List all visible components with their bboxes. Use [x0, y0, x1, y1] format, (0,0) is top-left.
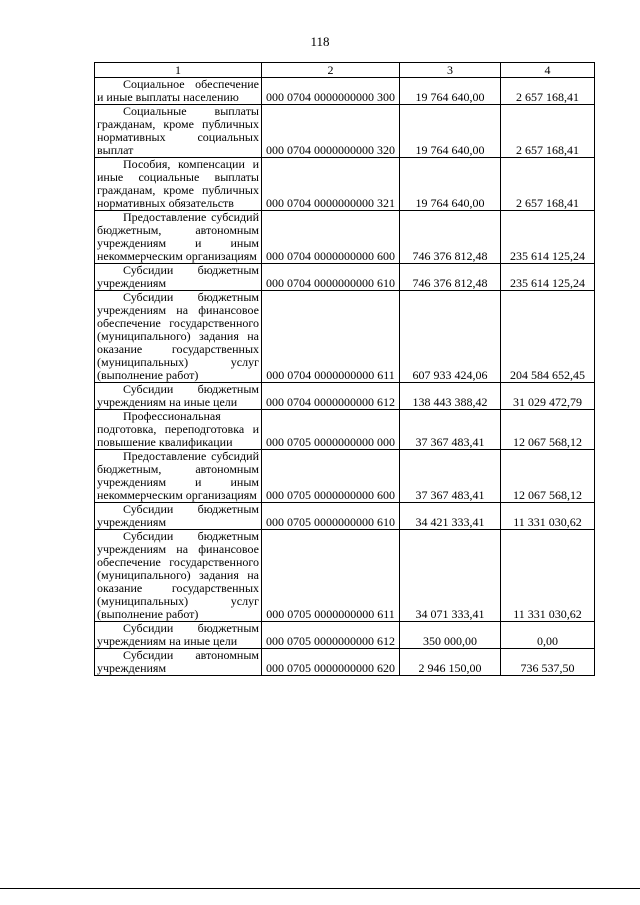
table-row [95, 78, 595, 105]
row-amount-col4: 31 029 472,79 [501, 383, 595, 410]
table-row [95, 264, 595, 291]
row-code-cell: 000 0704 0000000000 611 [262, 291, 400, 383]
row-code-cell: 000 0704 0000000000 300 [262, 78, 400, 105]
row-code-cell: 000 0705 0000000000 612 [262, 622, 400, 649]
row-code-cell: 000 0705 0000000000 000 [262, 410, 400, 450]
row-amount-col3: 746 376 812,48 [400, 211, 501, 264]
table-row [95, 158, 595, 211]
table-row [95, 503, 595, 530]
row-name-cell: Социальное обеспечение и иные выплаты населению [95, 78, 262, 105]
table-row [95, 410, 595, 450]
column-header-3: 3 [400, 63, 501, 78]
bottom-rule [0, 888, 640, 889]
row-code-cell: 000 0705 0000000000 620 [262, 649, 400, 676]
row-name-cell: Субсидии бюджетным учреждениям на иные цели [95, 383, 262, 410]
row-amount-col3: 19 764 640,00 [400, 78, 501, 105]
table-row [95, 649, 595, 676]
row-amount-col4: 235 614 125,24 [501, 264, 595, 291]
page-number: 118 [310, 34, 330, 49]
column-header-2: 2 [262, 63, 400, 78]
table-row [95, 450, 595, 503]
row-amount-col4: 736 537,50 [501, 649, 595, 676]
row-amount-col4: 2 657 168,41 [501, 78, 595, 105]
row-amount-col4: 0,00 [501, 622, 595, 649]
row-amount-col4: 2 657 168,41 [501, 158, 595, 211]
row-amount-col3: 138 443 388,42 [400, 383, 501, 410]
row-amount-col3: 2 946 150,00 [400, 649, 501, 676]
row-code-cell: 000 0704 0000000000 320 [262, 105, 400, 158]
row-amount-col3: 34 421 333,41 [400, 503, 501, 530]
row-name-cell: Субсидии бюджетным учреждениям [95, 503, 262, 530]
row-code-cell: 000 0705 0000000000 610 [262, 503, 400, 530]
row-code-cell: 000 0704 0000000000 612 [262, 383, 400, 410]
row-amount-col4: 12 067 568,12 [501, 410, 595, 450]
row-name-cell: Субсидии бюджетным учреждениям [95, 264, 262, 291]
row-name-cell: Субсидии автономным учреждениям [95, 649, 262, 676]
row-amount-col3: 19 764 640,00 [400, 105, 501, 158]
row-name-cell: Предоставление субсидий бюджетным, автономным учреждениям и иным некоммерческим организациям [95, 211, 262, 264]
row-amount-col3: 34 071 333,41 [400, 530, 501, 622]
table-row [95, 291, 595, 383]
row-name-cell: Пособия, компенсации и иные социальные выплаты гражданам, кроме публичных нормативных обязательств [95, 158, 262, 211]
row-amount-col3: 19 764 640,00 [400, 158, 501, 211]
row-name-cell: Социальные выплаты гражданам, кроме публичных нормативных социальных выплат [95, 105, 262, 158]
row-name-cell: Предоставление субсидий бюджетным, автономным учреждениям и иным некоммерческим организациям [95, 450, 262, 503]
row-amount-col3: 607 933 424,06 [400, 291, 501, 383]
row-name-cell: Профессиональная подготовка, переподготовка и повышение квалификации [95, 410, 262, 450]
row-amount-col3: 746 376 812,48 [400, 264, 501, 291]
table-header-row [95, 63, 595, 78]
table-row [95, 622, 595, 649]
table-row [95, 105, 595, 158]
row-code-cell: 000 0704 0000000000 321 [262, 158, 400, 211]
row-amount-col4: 235 614 125,24 [501, 211, 595, 264]
row-amount-col3: 37 367 483,41 [400, 410, 501, 450]
row-amount-col3: 350 000,00 [400, 622, 501, 649]
row-amount-col4: 204 584 652,45 [501, 291, 595, 383]
budget-table [94, 62, 595, 676]
column-header-1: 1 [95, 63, 262, 78]
row-name-cell: Субсидии бюджетным учреждениям на финансовое обеспечение государственного (муниципального) задания на оказание государственных (муниципальных) услуг (выполнение работ) [95, 291, 262, 383]
row-code-cell: 000 0705 0000000000 611 [262, 530, 400, 622]
row-name-cell: Субсидии бюджетным учреждениям на иные цели [95, 622, 262, 649]
table-body [95, 78, 595, 676]
row-amount-col4: 12 067 568,12 [501, 450, 595, 503]
table-row [95, 211, 595, 264]
row-name-cell: Субсидии бюджетным учреждениям на финансовое обеспечение государственного (муниципального) задания на оказание государственных (муниципальных) услуг (выполнение работ) [95, 530, 262, 622]
table-row [95, 383, 595, 410]
table-row [95, 530, 595, 622]
row-code-cell: 000 0704 0000000000 600 [262, 211, 400, 264]
row-amount-col4: 11 331 030,62 [501, 530, 595, 622]
row-code-cell: 000 0705 0000000000 600 [262, 450, 400, 503]
row-amount-col3: 37 367 483,41 [400, 450, 501, 503]
row-code-cell: 000 0704 0000000000 610 [262, 264, 400, 291]
row-amount-col4: 2 657 168,41 [501, 105, 595, 158]
column-header-4: 4 [501, 63, 595, 78]
row-amount-col4: 11 331 030,62 [501, 503, 595, 530]
